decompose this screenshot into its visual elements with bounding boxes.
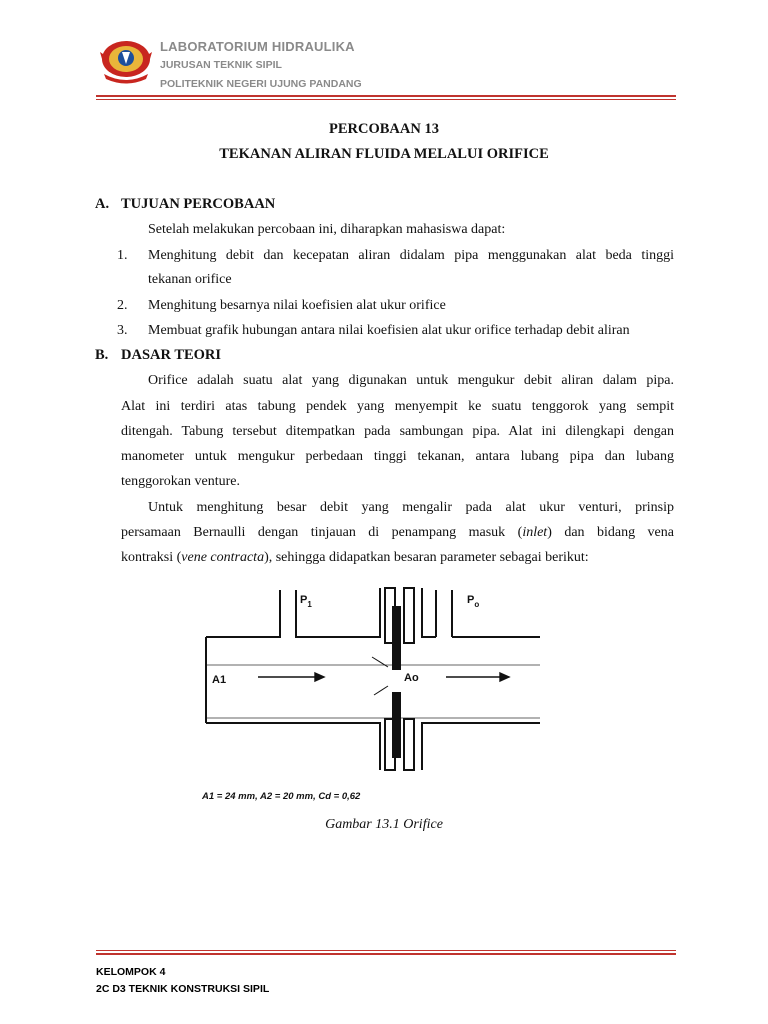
experiment-title: TEKANAN ALIRAN FLUIDA MELALUI ORIFICE bbox=[219, 146, 549, 162]
label-ao: Ao bbox=[404, 672, 419, 684]
paragraph-line: Alat ini terdiri atas tabung pendek yang menyempit ke suatu tenggorok yang sempit bbox=[121, 399, 674, 414]
list-item-text: Membuat grafik hubungan antara nilai koefisien alat ukur orifice terhadap debit aliran bbox=[148, 323, 630, 338]
footer-rule-thin bbox=[96, 950, 676, 951]
svg-text:P1: $P_1$ bbox=[300, 594, 312, 609]
list-item-number: 2. bbox=[117, 298, 128, 313]
list-item-number: 1. bbox=[117, 248, 128, 263]
paragraph-line: Untuk menghitung besar debit yang mengalir pada alat ukur venturi, prinsip bbox=[148, 500, 674, 515]
paragraph-line: tenggorokan venture. bbox=[121, 474, 240, 489]
header-lab-name: LABORATORIUM HIDRAULIKA bbox=[160, 39, 355, 54]
list-item-text: Menghitung debit dan kecepatan aliran didalam pipa menggunakan alat beda tinggi bbox=[148, 248, 674, 263]
paragraph-line: manometer untuk mengukur perbedaan tinggi tekanan, antara lubang pipa dan lubang bbox=[121, 449, 674, 464]
paragraph-line: persamaan Bernaulli dengan tinjauan di penampang masuk (inlet) dan bidang vena bbox=[121, 525, 674, 540]
list-item-text-cont: tekanan orifice bbox=[148, 272, 232, 287]
section-a-heading: TUJUAN PERCOBAAN bbox=[121, 196, 276, 212]
paragraph-line: kontraksi (vene contracta), sehingga didapatkan besaran parameter sebagai berikut: bbox=[121, 550, 589, 565]
label-a1: A1 bbox=[212, 674, 227, 686]
paragraph-line: Orifice adalah suatu alat yang digunakan untuk mengukur debit aliran dalam pipa. bbox=[148, 373, 674, 388]
institution-logo bbox=[100, 38, 152, 84]
svg-text:Po: $P_o$ bbox=[467, 594, 480, 609]
orifice-diagram bbox=[200, 585, 550, 810]
experiment-number: PERCOBAAN 13 bbox=[329, 121, 439, 137]
list-item-text: Menghitung besarnya nilai koefisien alat ukur orifice bbox=[148, 298, 446, 313]
header-institution: POLITEKNIK NEGERI UJUNG PANDANG bbox=[160, 78, 362, 90]
footer-rule bbox=[96, 953, 676, 955]
section-a-letter: A. bbox=[95, 196, 110, 212]
footer-class: 2C D3 TEKNIK KONSTRUKSI SIPIL bbox=[96, 983, 270, 995]
section-b-letter: B. bbox=[95, 347, 109, 363]
section-a-intro: Setelah melakukan percobaan ini, diharapkan mahasiswa dapat: bbox=[148, 222, 506, 237]
list-item-number: 3. bbox=[117, 323, 128, 338]
section-b-heading: DASAR TEORI bbox=[121, 347, 222, 363]
footer-group: KELOMPOK 4 bbox=[96, 966, 166, 978]
paragraph-line: ditengah. Tabung tersebut ditempatkan pada sambungan pipa. Alat ini dilengkapi dengan bbox=[121, 424, 674, 439]
header-rule bbox=[96, 95, 676, 97]
header-department: JURUSAN TEKNIK SIPIL bbox=[160, 59, 282, 71]
header-rule-thin bbox=[96, 99, 676, 100]
figure-caption: Gambar 13.1 Orifice bbox=[325, 817, 443, 832]
figure-note: A1 = 24 mm, A2 = 20 mm, Cd = 0,62 bbox=[202, 791, 361, 802]
